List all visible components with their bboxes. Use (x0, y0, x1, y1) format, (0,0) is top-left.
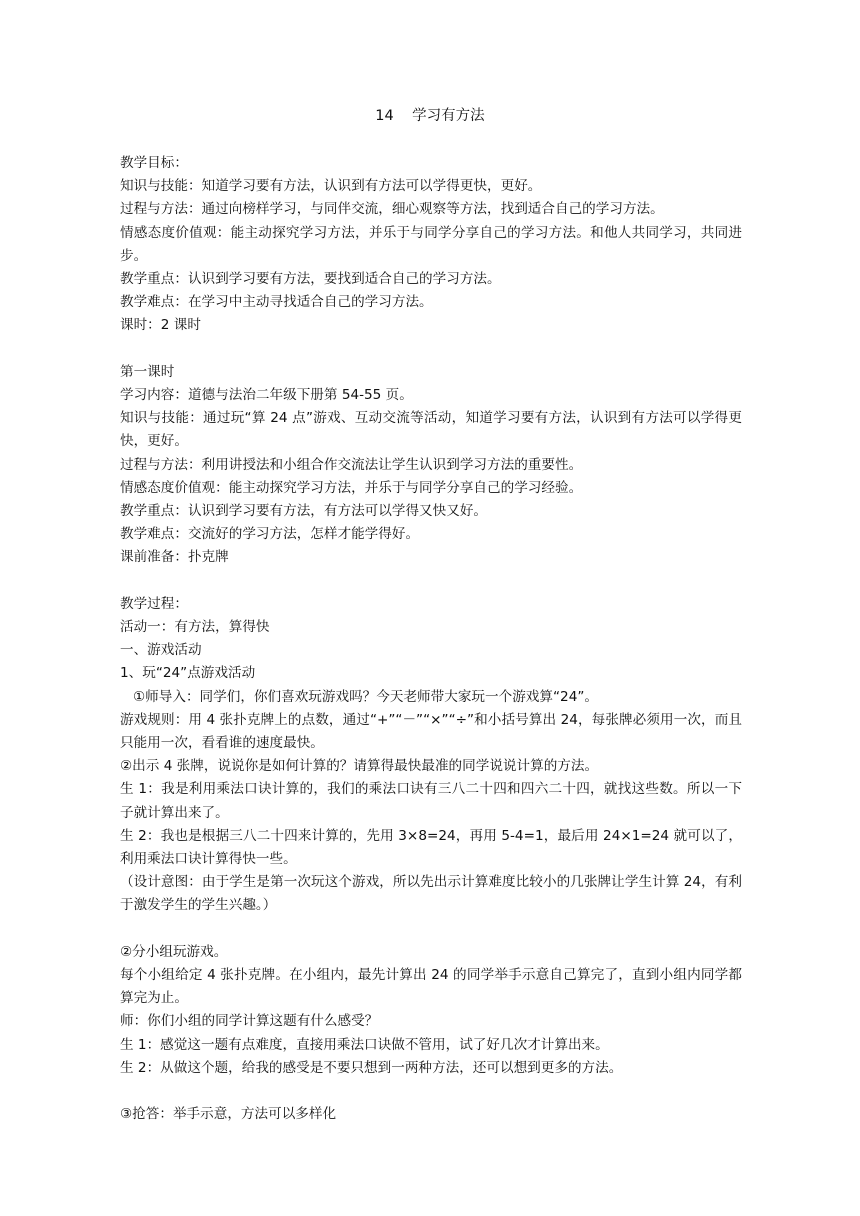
goals-hours: 课时：2 课时 (120, 317, 201, 334)
game-rules: 游戏规则：用 4 张扑克牌上的点数，通过“+”“－”“×”“÷”和小括号算出 24，每张牌必须用一次，而且只能用一次，看看谁的速度最快。 (120, 711, 742, 752)
lesson1-prep: 课前准备：扑克牌 (120, 549, 229, 566)
lesson-title: 14 学习有方法 (375, 108, 485, 124)
group-game: ②分小组玩游戏。 (120, 943, 228, 960)
blank-line (120, 1080, 742, 1103)
blank-line (120, 338, 742, 361)
show-cards: ②出示 4 张牌，说说你是如何计算的？请算得最快最准的同学说说计算的方法。 (120, 758, 599, 775)
group-student1: 生 1：感觉这一题有点难度，直接用乘法口诀做不管用，试了好几次才计算出来。 (120, 1036, 609, 1053)
process-heading: 教学过程： (120, 595, 188, 612)
quick-answer: ③抢答：举手示意，方法可以多样化 (120, 1106, 337, 1123)
goals-difficulty: 教学难点：在学习中主动寻找适合自己的学习方法。 (120, 294, 433, 311)
group-student2: 生 2：从做这个题，给我的感受是不要只想到一两种方法，还可以想到更多的方法。 (120, 1059, 623, 1076)
document-body (120, 152, 742, 1126)
lesson1-key-point: 教学重点：认识到学习要有方法，有方法可以学得又快又好。 (120, 503, 488, 520)
group-rule: 每个小组给定 4 张扑克牌。在小组内，最先计算出 24 的同学举手示意自己算完了，直到小组内同学都算完为止。 (120, 967, 742, 1007)
activity1-heading: 活动一：有方法，算得快 (120, 619, 270, 636)
goals-process: 过程与方法：通过向榜样学习，与同伴交流，细心观察等方法，找到适合自己的学习方法。 (120, 201, 664, 218)
lesson1-process: 过程与方法：利用讲授法和小组合作交流法让学生认识到学习方法的重要性。 (120, 456, 583, 473)
student2-answer: 生 2：我也是根据三八二十四来计算的，先用 3×8=24，再用 5-4=1，最后用 24×1=24 就可以了，利用乘法口诀计算得快一些。 (120, 827, 742, 868)
lesson1-emotion: 情感态度价值观：能主动探究学习方法，并乐于与同学分享自己的学习经验。 (120, 479, 583, 496)
goals-key-point: 教学重点：认识到学习要有方法，要找到适合自己的学习方法。 (120, 271, 501, 288)
lesson1-knowledge: 知识与技能：通过玩“算 24 点”游戏、互动交流等活动，知道学习要有方法，认识到有方法可以学得更快，更好。 (120, 410, 742, 450)
blank-line (120, 918, 742, 941)
lesson1-difficulty: 教学难点：交流好的学习方法，怎样才能学得好。 (120, 526, 420, 543)
goals-knowledge: 知识与技能：知道学习要有方法，认识到有方法可以学得更快，更好。 (120, 178, 542, 195)
teacher-question: 师：你们小组的同学计算这题有什么感受？ (120, 1013, 379, 1030)
section1-heading: 一、游戏活动 (120, 642, 202, 659)
student1-answer: 生 1：我是利用乘法口诀计算的，我们的乘法口诀有三八二十四和四六二十四，就找这些数。所以一下子就计算出来了。 (120, 781, 742, 821)
goals-heading: 教学目标： (120, 155, 188, 171)
teacher-intro: ①师导入：同学们，你们喜欢玩游戏吗？今天老师带大家玩一个游戏算“24”。 (133, 688, 598, 705)
lesson1-heading: 第一课时 (120, 363, 175, 380)
lesson1-content: 学习内容：道德与法治二年级下册第 54-55 页。 (120, 387, 413, 404)
blank-line (120, 570, 742, 593)
design-intent: （设计意图：由于学生是第一次玩这个游戏，所以先出示计算难度比较小的几张牌让学生计算 24，有利于激发学生的学生兴趣。） (120, 874, 742, 914)
goals-emotion: 情感态度价值观：能主动探究学习方法，并乐于与同学分享自己的学习方法。和他人共同学习，共同进步。 (120, 224, 742, 264)
item1-heading: 1、玩“24”点游戏活动 (120, 665, 256, 682)
